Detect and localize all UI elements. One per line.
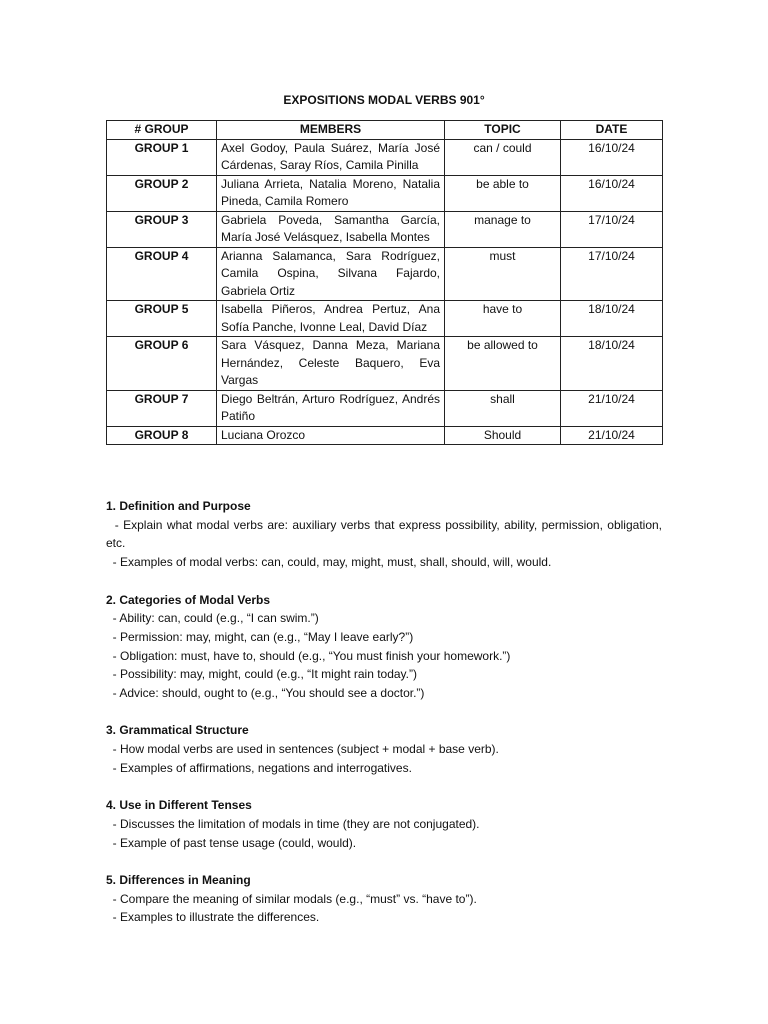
header-members: MEMBERS xyxy=(217,121,445,140)
group-cell: GROUP 5 xyxy=(107,301,217,337)
section-line: - Discusses the limitation of modals in time (they are not conjugated). xyxy=(106,816,480,831)
section-line: - Example of past tense usage (could, would). xyxy=(106,835,357,850)
section-line: - Ability: can, could (e.g., “I can swim.”) xyxy=(106,611,319,626)
group-cell: GROUP 7 xyxy=(107,390,217,426)
topic-cell: must xyxy=(445,247,561,301)
members-cell: Isabella Piñeros, Andrea Pertuz, Ana Sofía Panche, Ivonne Leal, David Díaz xyxy=(217,301,445,337)
members-cell: Sara Vásquez, Danna Meza, Mariana Hernández, Celeste Baquero, Eva Vargas xyxy=(217,337,445,391)
section-line: - Possibility: may, might, could (e.g., “It might rain today.”) xyxy=(106,667,417,682)
section-line: - Permission: may, might, can (e.g., “May I leave early?”) xyxy=(106,629,414,644)
table-row xyxy=(107,139,663,175)
topic-cell: Should xyxy=(445,426,561,445)
section-line: - Compare the meaning of similar modals (e.g., “must” vs. “have to”). xyxy=(106,891,477,906)
members-cell: Arianna Salamanca, Sara Rodríguez, Camila Ospina, Silvana Fajardo, Gabriela Ortiz xyxy=(217,247,445,301)
table-row xyxy=(107,390,663,426)
section-line: - Examples of affirmations, negations and interrogatives. xyxy=(106,760,412,775)
header-group: # GROUP xyxy=(107,121,217,140)
date-cell: 21/10/24 xyxy=(561,390,663,426)
section-heading: 3. Grammatical Structure xyxy=(106,723,249,738)
section-definition xyxy=(106,497,666,572)
header-topic: TOPIC xyxy=(445,121,561,140)
groups-table xyxy=(106,120,663,445)
members-cell: Axel Godoy, Paula Suárez, María José Cárdenas, Saray Ríos, Camila Pinilla xyxy=(217,139,445,175)
section-line: - Advice: should, ought to (e.g., “You should see a doctor.”) xyxy=(106,686,425,701)
topic-cell: manage to xyxy=(445,211,561,247)
section-heading: 5. Differences in Meaning xyxy=(106,873,251,887)
section-heading: 4. Use in Different Tenses xyxy=(106,798,252,813)
group-cell: GROUP 4 xyxy=(107,247,217,301)
date-cell: 16/10/24 xyxy=(561,139,663,175)
group-cell: GROUP 1 xyxy=(107,139,217,175)
date-cell: 16/10/24 xyxy=(561,175,663,211)
table-row xyxy=(107,337,663,391)
date-cell: 17/10/24 xyxy=(561,247,663,301)
table-row xyxy=(107,211,663,247)
section-heading: 1. Definition and Purpose xyxy=(106,499,251,513)
group-cell: GROUP 8 xyxy=(107,426,217,445)
header-date: DATE xyxy=(561,121,663,140)
date-cell: 18/10/24 xyxy=(561,301,663,337)
table-row xyxy=(107,426,663,445)
section-categories xyxy=(106,591,662,703)
document-title: EXPOSITIONS MODAL VERBS 901° xyxy=(283,93,485,107)
topic-cell: can / could xyxy=(445,139,561,175)
section-line: - Examples of modal verbs: can, could, may, might, must, shall, should, will, would. xyxy=(106,555,552,570)
table-row xyxy=(107,175,663,211)
section-line: - How modal verbs are used in sentences (subject + modal + base verb). xyxy=(106,742,499,757)
group-cell: GROUP 6 xyxy=(107,337,217,391)
section-grammatical-structure xyxy=(106,721,662,777)
group-cell: GROUP 3 xyxy=(107,211,217,247)
topic-cell: be able to xyxy=(445,175,561,211)
section-tenses xyxy=(106,796,662,852)
table-header-row xyxy=(107,121,663,140)
section-differences xyxy=(106,871,662,927)
members-cell: Juliana Arrieta, Natalia Moreno, Natalia Pineda, Camila Romero xyxy=(217,175,445,211)
members-cell: Diego Beltrán, Arturo Rodríguez, Andrés Patiño xyxy=(217,390,445,426)
date-cell: 21/10/24 xyxy=(561,426,663,445)
date-cell: 18/10/24 xyxy=(561,337,663,391)
date-cell: 17/10/24 xyxy=(561,211,663,247)
topic-cell: be allowed to xyxy=(445,337,561,391)
topic-cell: shall xyxy=(445,390,561,426)
group-cell: GROUP 2 xyxy=(107,175,217,211)
section-line: - Examples to illustrate the differences. xyxy=(106,910,320,925)
section-heading: 2. Categories of Modal Verbs xyxy=(106,592,271,607)
topic-cell: have to xyxy=(445,301,561,337)
members-cell: Luciana Orozco xyxy=(217,426,445,445)
sections-list xyxy=(106,497,666,946)
members-cell: Gabriela Poveda, Samantha García, María José Velásquez, Isabella Montes xyxy=(217,211,445,247)
table-row xyxy=(107,247,663,301)
section-line: - Explain what modal verbs are: auxiliary verbs that express possibility, ability, permission, obligation, etc. xyxy=(106,517,666,551)
table-row xyxy=(107,301,663,337)
section-line: - Obligation: must, have to, should (e.g., “You must finish your homework.”) xyxy=(106,648,511,663)
